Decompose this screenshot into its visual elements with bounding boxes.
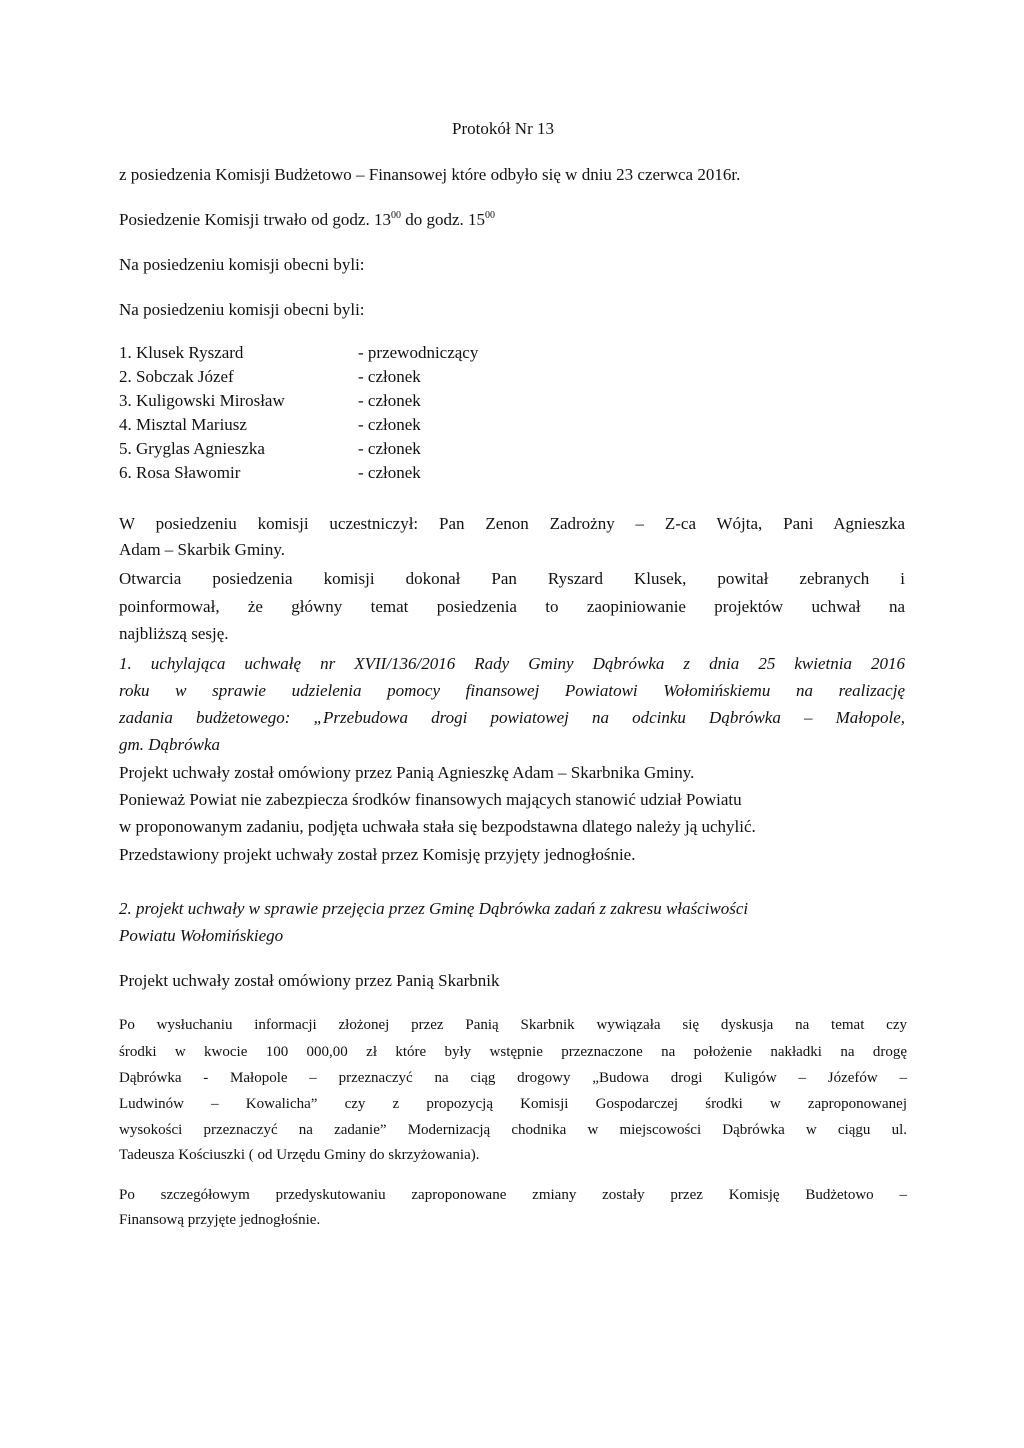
agenda-item-1-text: Projekt uchwały został omówiony przez Panią Agnieszkę Adam – Skarbnika Gminy. — [119, 763, 695, 782]
agenda-item-2-title: 2. projekt uchwały w sprawie przejęcia przez Gminę Dąbrówka zadań z zakresu właściwości — [119, 899, 749, 918]
member-name: 3. Kuligowski Mirosław — [119, 391, 285, 410]
member-name: 6. Rosa Sławomir — [119, 463, 241, 482]
agenda-item-1-title: 1. uchylająca uchwałę nr XVII/136/2016 Rady Gminy Dąbrówka z dnia 25 kwietnia 2016 — [119, 654, 905, 673]
document-title: Protokół Nr 13 — [452, 119, 554, 138]
conclusion-line: Po szczegółowym przedyskutowaniu zaproponowane zmiany zostały przez Komisję Budżetowo – — [119, 1187, 907, 1203]
opening-line: najbliższą sesję. — [119, 624, 229, 643]
member-role: - członek — [358, 391, 421, 410]
agenda-item-1-title: zadania budżetowego: „Przebudowa drogi powiatowej na odcinku Dąbrówka – Małopole, — [119, 708, 905, 727]
opening-line: Otwarcia posiedzenia komisji dokonał Pan Ryszard Klusek, powitał zebranych i — [119, 569, 905, 588]
member-name: 5. Gryglas Agnieszka — [119, 439, 265, 458]
discussion-line: Tadeusza Kościuszki ( od Urzędu Gminy do skrzyżowania). — [119, 1147, 480, 1163]
session-time — [119, 210, 495, 230]
discussion-line: wysokości przeznaczyć na zadanie” Modernizacją chodnika w miejscowości Dąbrówka w ciągu ul. — [119, 1122, 907, 1138]
discussion-line: Po wysłuchaniu informacji złożonej przez Panią Skarbnik wywiązała się dyskusja na temat czy — [119, 1017, 907, 1033]
member-role: - członek — [358, 439, 421, 458]
member-role: - członek — [358, 415, 421, 434]
agenda-item-1-title: roku w sprawie udzielenia pomocy finansowej Powiatowi Wołomińskiemu na realizację — [119, 681, 905, 700]
member-role: - członek — [358, 367, 421, 386]
present-heading: Na posiedzeniu komisji obecni byli: — [119, 255, 365, 274]
member-name: 2. Sobczak Józef — [119, 367, 234, 386]
session-end-minutes: 00 — [485, 210, 496, 221]
participants-line: Adam – Skarbik Gminy. — [119, 540, 286, 559]
participants-line: W posiedzeniu komisji uczestniczył: Pan Zenon Zadrożny – Z-ca Wójta, Pani Agnieszka — [119, 514, 905, 533]
document-subtitle: z posiedzenia Komisji Budżetowo – Finansowej które odbyło się w dniu 23 czerwca 2016r. — [119, 165, 741, 184]
discussion-line: Ludwinów – Kowalicha” czy z propozycją Komisji Gospodarczej środki w zaproponowanej — [119, 1096, 907, 1112]
opening-line: poinformował, że główny temat posiedzenia to zaopiniowanie projektów uchwał na — [119, 597, 905, 616]
discussion-line: środki w kwocie 100 000,00 zł które były wstępnie przeznaczone na położenie nakładki na drogę — [119, 1044, 907, 1060]
conclusion-line: Finansową przyjęte jednogłośnie. — [119, 1212, 321, 1228]
member-role: - członek — [358, 463, 421, 482]
discussion-line: Dąbrówka - Małopole – przeznaczyć na ciąg drogowy „Budowa drogi Kuligów – Józefów – — [119, 1070, 907, 1086]
agenda-item-1-title: gm. Dąbrówka — [119, 735, 221, 754]
agenda-item-1-text: w proponowanym zadaniu, podjęta uchwała stała się bezpodstawna dlatego należy ją uchylić. — [119, 817, 756, 836]
session-start-minutes: 00 — [390, 210, 401, 221]
agenda-item-2-title: Powiatu Wołomińskiego — [119, 926, 284, 945]
member-name: 4. Misztal Mariusz — [119, 415, 247, 434]
member-role: - przewodniczący — [358, 343, 479, 362]
agenda-item-1-text: Ponieważ Powiat nie zabezpiecza środków finansowych mających stanowić udział Powiatu — [119, 790, 742, 809]
session-time-prefix: Posiedzenie Komisji trwało od godz. 13 — [119, 210, 391, 229]
agenda-item-2-text: Projekt uchwały został omówiony przez Panią Skarbnik — [119, 971, 500, 990]
agenda-item-1-text: Przedstawiony projekt uchwały został przez Komisję przyjęty jednogłośnie. — [119, 845, 636, 864]
session-time-middle: do godz. 15 — [400, 210, 486, 229]
present-heading-repeat: Na posiedzeniu komisji obecni byli: — [119, 300, 365, 319]
member-name: 1. Klusek Ryszard — [119, 343, 244, 362]
